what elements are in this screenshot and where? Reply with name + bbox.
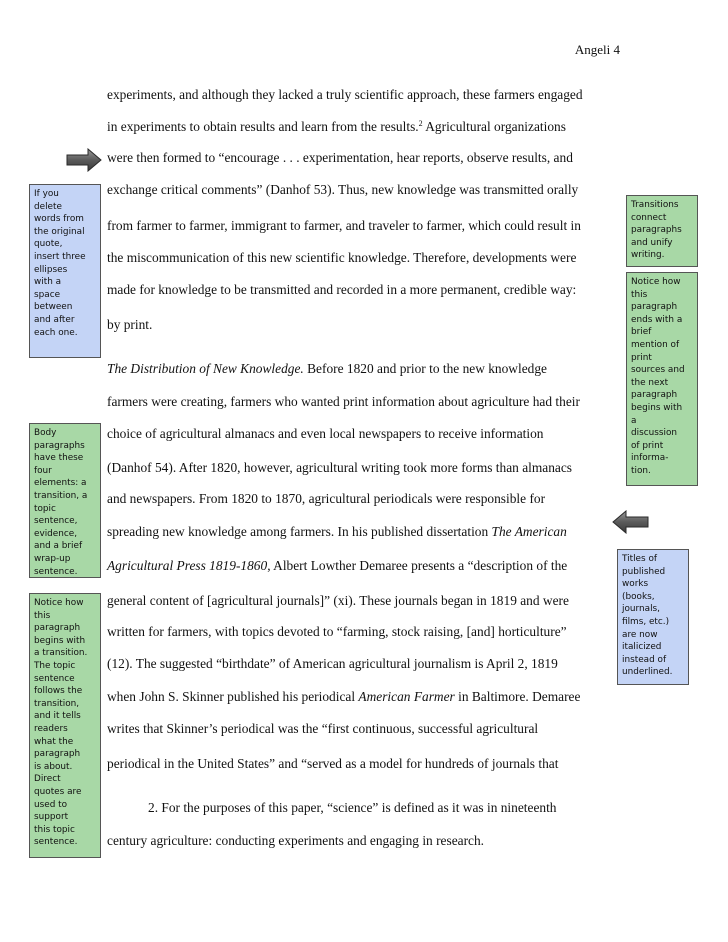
body-line: when John S. Skinner published his periodical American Farmer in Baltimore. Demaree <box>107 689 581 704</box>
arrow-right-icon <box>66 148 102 172</box>
arrow-left-icon <box>612 510 649 534</box>
body-line: and newspapers. From 1820 to 1870, agricultural periodicals were responsible for <box>107 491 546 506</box>
margin-note-paragraph-ending: Notice how this paragraph ends with a brief mention of print sources and the next paragraph begins with a discussion of print informa- tion. <box>626 272 698 486</box>
italic-title: Agricultural Press 1819-1860 <box>107 558 268 573</box>
body-line: (12). The suggested “birthdate” of American agricultural journalism is April 2, 1819 <box>107 656 558 671</box>
section-heading-line: The Distribution of New Knowledge. Before 1820 and prior to the new knowledge <box>107 361 547 376</box>
body-line: in experiments to obtain results and learn from the results.$^2$ Agricultural organizations <box>107 119 566 134</box>
italic-title: The American <box>491 524 567 539</box>
body-line: farmers were creating, farmers who wanted print information about agriculture had their <box>107 394 580 409</box>
margin-note-titles-italicized: Titles of published works (books, journals, films, etc.) are now italicized instead of underlined. <box>617 549 689 685</box>
body-line: Agricultural Press 1819-1860, Albert Lowther Demaree presents a “description of the <box>107 558 568 573</box>
body-line: experiments, and although they lacked a truly scientific approach, these farmers engaged <box>107 87 583 102</box>
body-line: were then formed to “encourage . . . experimentation, hear reports, observe results, and <box>107 150 573 165</box>
body-line: exchange critical comments” (Danhof 53). Thus, new knowledge was transmitted orally <box>107 182 579 197</box>
body-line: made for knowledge to be transmitted and recorded in a more permanent, credible way: <box>107 282 577 297</box>
body-line: periodical in the United States” and “served as a model for hundreds of journals that <box>107 756 559 771</box>
body-line: by print. <box>107 317 153 332</box>
margin-note-body-paragraphs: Body paragraphs have these four elements: a transition, a topic sentence, evidence, and a brief wrap-up sentence. <box>29 423 101 578</box>
body-line: choice of agricultural almanacs and even local newspapers to receive information <box>107 426 544 441</box>
section-heading: The Distribution of New Knowledge. <box>107 361 304 376</box>
body-line: writes that Skinner’s periodical was the “first continuous, successful agricultural <box>107 721 539 736</box>
body-line: from farmer to farmer, immigrant to farmer, and traveler to farmer, which could result in <box>107 218 581 233</box>
margin-note-transitions: Transitions connect paragraphs and unify writing. <box>626 195 698 267</box>
body-line: general content of [agricultural journals]” (xi). These journals began in 1819 and were <box>107 593 569 608</box>
body-line: the miscommunication of this new scientific knowledge. Therefore, developments were <box>107 250 577 265</box>
margin-note-topic-sentence: Notice how this paragraph begins with a transition. The topic sentence follows the transition, and it tells readers what the paragraph is about. Direct quotes are used to support this topic sentence. <box>29 593 101 858</box>
body-line: written for farmers, with topics devoted to “farming, stock raising, [and] horticulture” <box>107 624 567 639</box>
body-line: (Danhof 54). After 1820, however, agricultural writing took more forms than almanacs <box>107 460 573 475</box>
footnote-marker: 2 <box>418 119 423 128</box>
running-head: Angeli 4 <box>574 42 620 57</box>
italic-title: American Farmer <box>358 689 455 704</box>
margin-note-ellipses: If you delete words from the original quote, insert three ellipses with a space between and after each one. <box>29 184 101 358</box>
footnote-line: 2. For the purposes of this paper, “science” is defined as it was in nineteenth <box>148 800 557 815</box>
footnote-line: century agriculture: conducting experiments and engaging in research. <box>107 833 485 848</box>
body-line: spreading new knowledge among farmers. In his published dissertation The American <box>107 524 567 539</box>
